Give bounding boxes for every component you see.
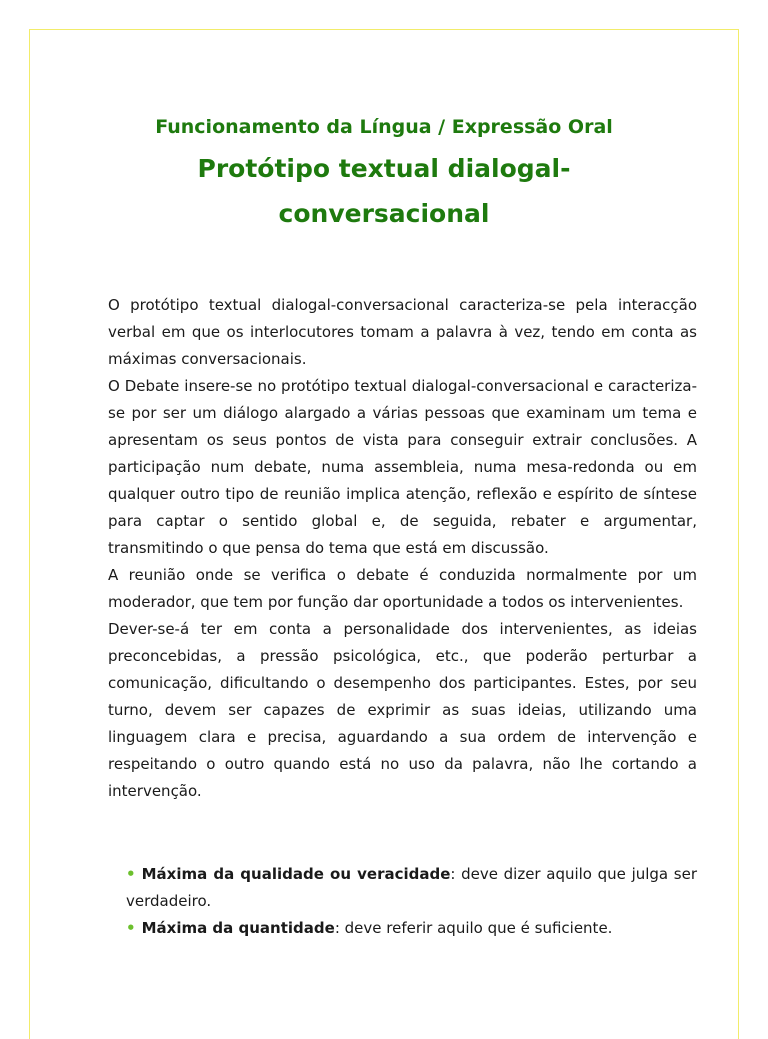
maxim-term: Máxima da qualidade ou veracidade [141, 865, 451, 883]
paragraph: O protótipo textual dialogal-conversacional caracteriza-se pela interacção verbal em que os interlocutores tomam a palavra à vez, tendo em conta as máximas conversacionais. [108, 296, 697, 368]
document-body [108, 292, 697, 805]
bullet-icon: • [126, 865, 136, 883]
maxim-text: : deve dizer aquilo que julga ser verdadeiro. [126, 865, 697, 910]
list-item [126, 915, 697, 942]
maxim-term: Máxima da quantidade [141, 919, 335, 937]
bullet-icon: • [126, 919, 136, 937]
paragraph: Dever-se-á ter em conta a personalidade dos intervenientes, as ideias preconcebidas, a pressão psicológica, etc., que poderão perturbar a comunicação, dificultando o desempenho dos participantes. Estes, por seu turno, devem ser capazes de exprimir as suas ideias, utilizando uma linguagem clara e precisa, aguardando a sua ordem de intervenção e respeitando o outro quando está no uso da palavra, não lhe cortando a intervenção. [108, 620, 697, 800]
maxim-text: : deve referir aquilo que é suficiente. [334, 919, 613, 937]
document-subtitle: Funcionamento da Língua / Expressão Oral [155, 116, 613, 138]
paragraph: O Debate insere-se no protótipo textual dialogal-conversacional e caracteriza-se por ser um diálogo alargado a várias pessoas que examinam um tema e apresentam os seus pontos de vista para conseguir extrair conclusões. A participação num debate, numa assembleia, numa mesa-redonda ou em qualquer outro tipo de reunião implica atenção, reflexão e espírito de síntese para captar o sentido global e, de seguida, rebater e argumentar, transmitindo o que pensa do tema que está em discussão. [108, 377, 697, 557]
maxims-list [126, 861, 697, 942]
paragraph: A reunião onde se verifica o debate é conduzida normalmente por um moderador, que tem por função dar oportunidade a todos os intervenientes. [108, 566, 697, 611]
document-title: Protótipo textual dialogal-conversacional [197, 154, 571, 228]
list-item [126, 861, 697, 915]
